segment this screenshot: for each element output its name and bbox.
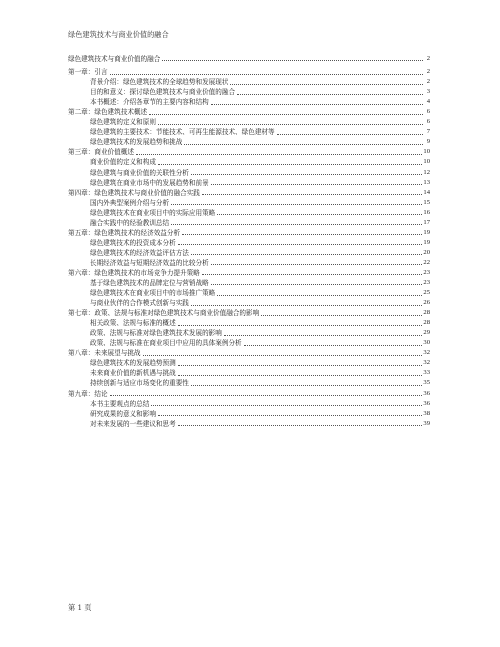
toc-entry-page: 10: [423, 148, 430, 156]
toc-entry-page: 7: [426, 128, 430, 136]
toc-entry[interactable]: [68, 308, 430, 318]
toc-dot-leader: [178, 365, 423, 366]
toc-entry-page: 22: [423, 258, 430, 266]
toc-entry[interactable]: [68, 348, 430, 358]
toc-entry-page: 30: [423, 339, 430, 347]
toc-dot-leader: [211, 284, 423, 285]
toc-entry-page: 23: [423, 268, 430, 276]
toc-entry-title: 绿色建筑技术在商业项目中的市场推广策略: [90, 289, 216, 298]
toc-entry-page: 13: [423, 178, 430, 186]
toc-dot-leader: [162, 60, 423, 61]
toc-dot-leader: [211, 184, 423, 185]
toc-entry-title: 研究成果的意义和影响: [90, 409, 156, 418]
toc-dot-leader: [191, 174, 423, 175]
toc-entry[interactable]: [68, 107, 430, 117]
toc-dot-leader: [151, 405, 422, 406]
toc-entry-page: 9: [426, 138, 430, 146]
toc-dot-leader: [230, 84, 423, 85]
toc-entry-title: 未来商业价值的新机遇与挑战: [90, 369, 176, 378]
toc-entry[interactable]: [68, 278, 430, 288]
toc-entry[interactable]: [68, 399, 430, 409]
toc-entry-title: 本书概述：介绍各章节的主要内容和结构: [90, 98, 209, 107]
toc-entry-title: 第九章：结论: [68, 389, 108, 398]
toc-entry-page: 6: [426, 108, 430, 116]
toc-entry[interactable]: [68, 298, 430, 308]
toc-entry[interactable]: [68, 318, 430, 328]
toc-entry-title: 与商业伙伴的合作模式创新与实践: [90, 299, 189, 308]
toc-entry[interactable]: [68, 338, 430, 348]
toc-entry-page: 25: [423, 289, 430, 297]
toc-dot-leader: [202, 194, 423, 195]
toc-entry-page: 33: [423, 369, 430, 377]
toc-entry-title: 绿色建筑技术的发展趋势预测: [90, 359, 176, 368]
toc-entry-title: 背景介绍：绿色建筑技术的全球趋势和发展现状: [90, 78, 229, 87]
toc-entry-page: 23: [423, 279, 430, 287]
toc-entry-title: 第五章：绿色建筑技术的经济效益分析: [68, 228, 181, 237]
toc-entry[interactable]: [68, 147, 430, 157]
toc-entry-page: 26: [423, 299, 430, 307]
toc-entry-title: 政策、法规与标准对绿色建筑技术发展的影响: [90, 329, 222, 338]
toc-dot-leader: [143, 355, 423, 356]
toc-entry-title: 绿色建筑的定义和原则: [90, 118, 156, 127]
toc-entry-page: 19: [423, 228, 430, 236]
toc-dot-leader: [110, 74, 423, 75]
toc-entry-page: 10: [423, 158, 430, 166]
toc-entry-title: 基于绿色建筑技术的品牌定位与营销战略: [90, 279, 209, 288]
toc-dot-leader: [217, 214, 422, 215]
toc-entry-page: 4: [426, 98, 430, 106]
toc-entry-title: 第七章：政策、法规与标准对绿色建筑技术与商业价值融合的影响: [68, 309, 260, 318]
toc-dot-leader: [178, 425, 423, 426]
toc-entry-page: 20: [423, 248, 430, 256]
toc-entry-title: 长期经济效益与短期经济效益的比较分析: [90, 258, 209, 267]
toc-entry-page: 3: [426, 88, 430, 96]
toc-entry-title: 本书主要观点的总结: [90, 399, 150, 408]
toc-entry-title: 第三章：商业价值概述: [68, 148, 134, 157]
toc-entry-title: 国内外典型案例介绍与分析: [90, 198, 170, 207]
toc-entry-page: 2: [426, 78, 430, 86]
toc-entry-title: 绿色建筑技术在商业项目中的实际应用策略: [90, 208, 216, 217]
toc-entry-title: 绿色建筑技术的投资成本分析: [90, 238, 176, 247]
toc-dot-leader: [158, 164, 422, 165]
toc-entry-title: 第二章：绿色建筑技术概述: [68, 108, 148, 117]
toc-entry-page: 39: [423, 419, 430, 427]
toc-entry[interactable]: [68, 368, 430, 378]
toc-entry[interactable]: [68, 198, 430, 208]
toc-entry[interactable]: [68, 389, 430, 399]
toc-entry-title: 绿色建筑技术的发展趋势和挑战: [90, 138, 183, 147]
toc-dot-leader: [171, 204, 422, 205]
toc-dot-leader: [178, 325, 423, 326]
toc-entry-title: 绿色建筑与商业价值的关联性分析: [90, 168, 189, 177]
toc-dot-leader: [191, 385, 423, 386]
toc-entry[interactable]: [68, 258, 430, 268]
toc-entry-page: 16: [423, 208, 430, 216]
toc-entry-page: 15: [423, 198, 430, 206]
toc-dot-leader: [217, 295, 422, 296]
toc-entry[interactable]: [68, 358, 430, 368]
toc-dot-leader: [171, 224, 422, 225]
toc-entry[interactable]: [68, 208, 430, 218]
toc-entry[interactable]: [68, 77, 430, 87]
toc-entry[interactable]: [68, 409, 430, 419]
toc-entry[interactable]: [68, 178, 430, 188]
toc-entry[interactable]: [68, 87, 430, 97]
toc-entry-page: 32: [423, 359, 430, 367]
toc-entry-title: 第八章：未来展望与挑战: [68, 349, 141, 358]
toc-entry[interactable]: [68, 137, 430, 147]
toc-dot-leader: [158, 124, 423, 125]
toc-entry[interactable]: [68, 97, 430, 107]
toc-entry-page: 28: [423, 319, 430, 327]
toc-dot-leader: [191, 254, 423, 255]
toc-dot-leader: [277, 134, 423, 135]
toc-entry-page: 29: [423, 329, 430, 337]
toc-entry[interactable]: [68, 248, 430, 258]
toc-entry-page: 28: [423, 309, 430, 317]
toc-entry-page: 36: [423, 399, 430, 407]
toc-entry-page: 36: [423, 389, 430, 397]
toc-dot-leader: [158, 415, 422, 416]
toc-dot-leader: [237, 94, 423, 95]
toc-dot-leader: [182, 234, 422, 235]
toc-entry[interactable]: [68, 54, 430, 64]
toc-dot-leader: [184, 144, 423, 145]
toc-entry[interactable]: [68, 238, 430, 248]
toc-entry[interactable]: [68, 188, 430, 198]
toc-entry-page: 19: [423, 238, 430, 246]
toc-entry-page: 2: [426, 54, 430, 62]
toc-entry-title: 绿色建筑在商业市场中的发展趋势和前景: [90, 178, 209, 187]
toc-entry-title: 第六章：绿色建筑技术的市场竞争力提升策略: [68, 268, 200, 277]
toc-entry-page: 2: [426, 68, 430, 76]
toc-entry-title: 商业价值的定义和构成: [90, 158, 156, 167]
toc-entry[interactable]: [68, 157, 430, 167]
toc-dot-leader: [110, 395, 423, 396]
toc-entry[interactable]: [68, 328, 430, 338]
toc-entry[interactable]: [68, 168, 430, 178]
toc-entry-page: 14: [423, 188, 430, 196]
toc-entry[interactable]: [68, 288, 430, 298]
toc-dot-leader: [211, 104, 423, 105]
toc-entry-title: 绿色建筑技术的经济效益评估方法: [90, 248, 189, 257]
table-of-contents: [68, 54, 430, 429]
toc-entry[interactable]: [68, 218, 430, 228]
toc-dot-leader: [191, 305, 423, 306]
toc-entry[interactable]: [68, 117, 430, 127]
toc-entry-title: 绿色建筑技术与商业价值的融合: [68, 54, 161, 63]
toc-dot-leader: [202, 274, 423, 275]
toc-entry[interactable]: [68, 268, 430, 278]
running-header: 绿色建筑技术与商业价值的融合: [68, 30, 169, 39]
toc-entry-title: 政策、法规与标准在商业项目中应用的具体案例分析: [90, 339, 242, 348]
toc-dot-leader: [178, 244, 423, 245]
toc-entry[interactable]: [68, 67, 430, 77]
toc-entry-title: 目的和意义：探讨绿色建筑技术与商业价值的融合: [90, 88, 236, 97]
toc-dot-leader: [261, 315, 422, 316]
toc-dot-leader: [136, 154, 422, 155]
toc-entry-title: 绿色建筑的主要技术：节能技术、可再生能源技术、绿色建材等: [90, 128, 275, 137]
toc-entry-title: 第一章：引言: [68, 68, 108, 77]
toc-dot-leader: [178, 375, 423, 376]
toc-entry[interactable]: [68, 228, 430, 238]
toc-entry-page: 6: [426, 118, 430, 126]
toc-entry-page: 32: [423, 349, 430, 357]
toc-entry-page: 38: [423, 409, 430, 417]
toc-entry-title: 融合实践中的经验教训总结: [90, 218, 170, 227]
toc-dot-leader: [211, 264, 423, 265]
toc-dot-leader: [149, 114, 423, 115]
toc-dot-leader: [224, 335, 423, 336]
toc-entry[interactable]: [68, 379, 430, 389]
toc-entry-title: 持续创新与适应市场变化的重要性: [90, 379, 189, 388]
toc-entry-title: 第四章：绿色建筑技术与商业价值的融合实践: [68, 188, 200, 197]
page-number-footer: 第 1 页: [68, 603, 92, 612]
toc-entry-page: 12: [423, 168, 430, 176]
toc-entry[interactable]: [68, 419, 430, 429]
toc-entry-title: 相关政策、法规与标准的概述: [90, 319, 176, 328]
toc-entry-page: 35: [423, 379, 430, 387]
toc-entry[interactable]: [68, 127, 430, 137]
toc-entry-title: 对未来发展的一些建议和思考: [90, 419, 176, 428]
toc-dot-leader: [244, 345, 423, 346]
toc-entry-page: 17: [423, 218, 430, 226]
